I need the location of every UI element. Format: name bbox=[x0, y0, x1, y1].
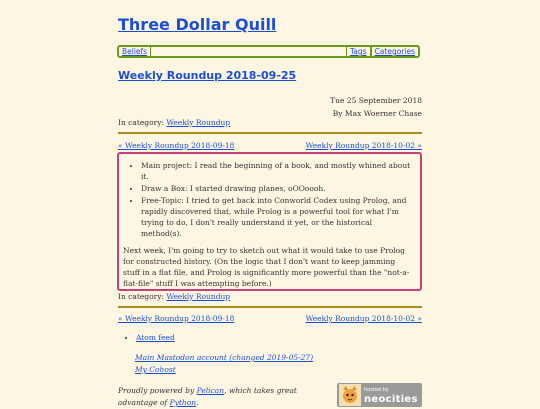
post-paragraph: Next week, I'm going to try to sketch out what it would take to use Prolog for constructed history. (On the logic that I don't want to keep jamming stuff in a flat file, and Prolog is significantly more powerful than the "not-a-flat-file" stuff I was attempting before.) bbox=[123, 246, 410, 288]
next-post-link[interactable]: Weekly Roundup 2018-10-02 » bbox=[305, 141, 422, 150]
footer-text: , which takes great advantage of bbox=[118, 386, 297, 407]
feed-links bbox=[118, 333, 175, 342]
category-link[interactable]: Weekly Roundup bbox=[166, 118, 231, 127]
pager-bottom bbox=[118, 314, 422, 323]
badge-big-text: neocities bbox=[364, 394, 418, 405]
post-meta bbox=[330, 94, 422, 120]
next-post-link[interactable]: Weekly Roundup 2018-10-02 » bbox=[305, 314, 422, 323]
python-link[interactable]: Python bbox=[169, 398, 197, 407]
post-title[interactable]: Weekly Roundup 2018-09-25 bbox=[118, 69, 297, 82]
post-author: By Max Woerner Chase bbox=[332, 109, 422, 118]
pager-top bbox=[118, 141, 422, 150]
list-item: • Free-Topic: I tried to get back into Conworld Codex using Prolog, and rapidly discovered that, while Prolog is a powerful tool for what I'm trying to do, I don't really understand it yet, or the historical method(s). bbox=[141, 195, 414, 239]
prev-post-link[interactable]: « Weekly Roundup 2018-09-18 bbox=[118, 141, 235, 150]
atom-feed-link[interactable]: Atom feed bbox=[136, 333, 175, 342]
footer-text: . bbox=[196, 398, 199, 407]
category-link[interactable]: Weekly Roundup bbox=[166, 292, 231, 301]
nav-categories-link[interactable]: Categories bbox=[374, 47, 415, 56]
site-title[interactable]: Three Dollar Quill bbox=[118, 15, 277, 34]
badge-small-text: hosted by bbox=[364, 387, 389, 393]
prev-post-link[interactable]: « Weekly Roundup 2018-09-18 bbox=[118, 314, 235, 323]
post-category-bottom bbox=[118, 292, 230, 301]
list-item: • Main project: I read the beginning of a book, and mostly whined about it. bbox=[141, 160, 414, 182]
post-date: Tue 25 September 2018 bbox=[330, 96, 422, 105]
post-list bbox=[123, 160, 414, 239]
post-content bbox=[117, 152, 422, 291]
neocities-badge[interactable] bbox=[337, 383, 422, 407]
nav-bar bbox=[117, 45, 420, 58]
mastodon-link[interactable]: Main Mastodon account (changed 2019-05-27) bbox=[135, 353, 314, 362]
divider bbox=[118, 306, 422, 308]
neocities-cat-icon bbox=[339, 384, 361, 406]
list-item bbox=[136, 333, 175, 342]
cohost-link[interactable]: My Cohost bbox=[135, 365, 176, 374]
nav-beliefs-link[interactable]: Beliefs bbox=[122, 47, 148, 56]
category-prefix: In category: bbox=[118, 292, 164, 301]
nav-spacer bbox=[150, 47, 347, 56]
list-item: • Draw a Box: I started drawing planes, oOOoooh. bbox=[141, 183, 414, 194]
pelican-link[interactable]: Pelican bbox=[196, 386, 225, 395]
footer bbox=[118, 385, 336, 409]
post-category-top bbox=[118, 118, 230, 127]
footer-text: Proudly powered by bbox=[118, 386, 197, 395]
nav-tags-link[interactable]: Tags bbox=[349, 47, 367, 56]
divider bbox=[118, 132, 422, 134]
social-links bbox=[135, 352, 313, 376]
category-prefix: In category: bbox=[118, 118, 164, 127]
